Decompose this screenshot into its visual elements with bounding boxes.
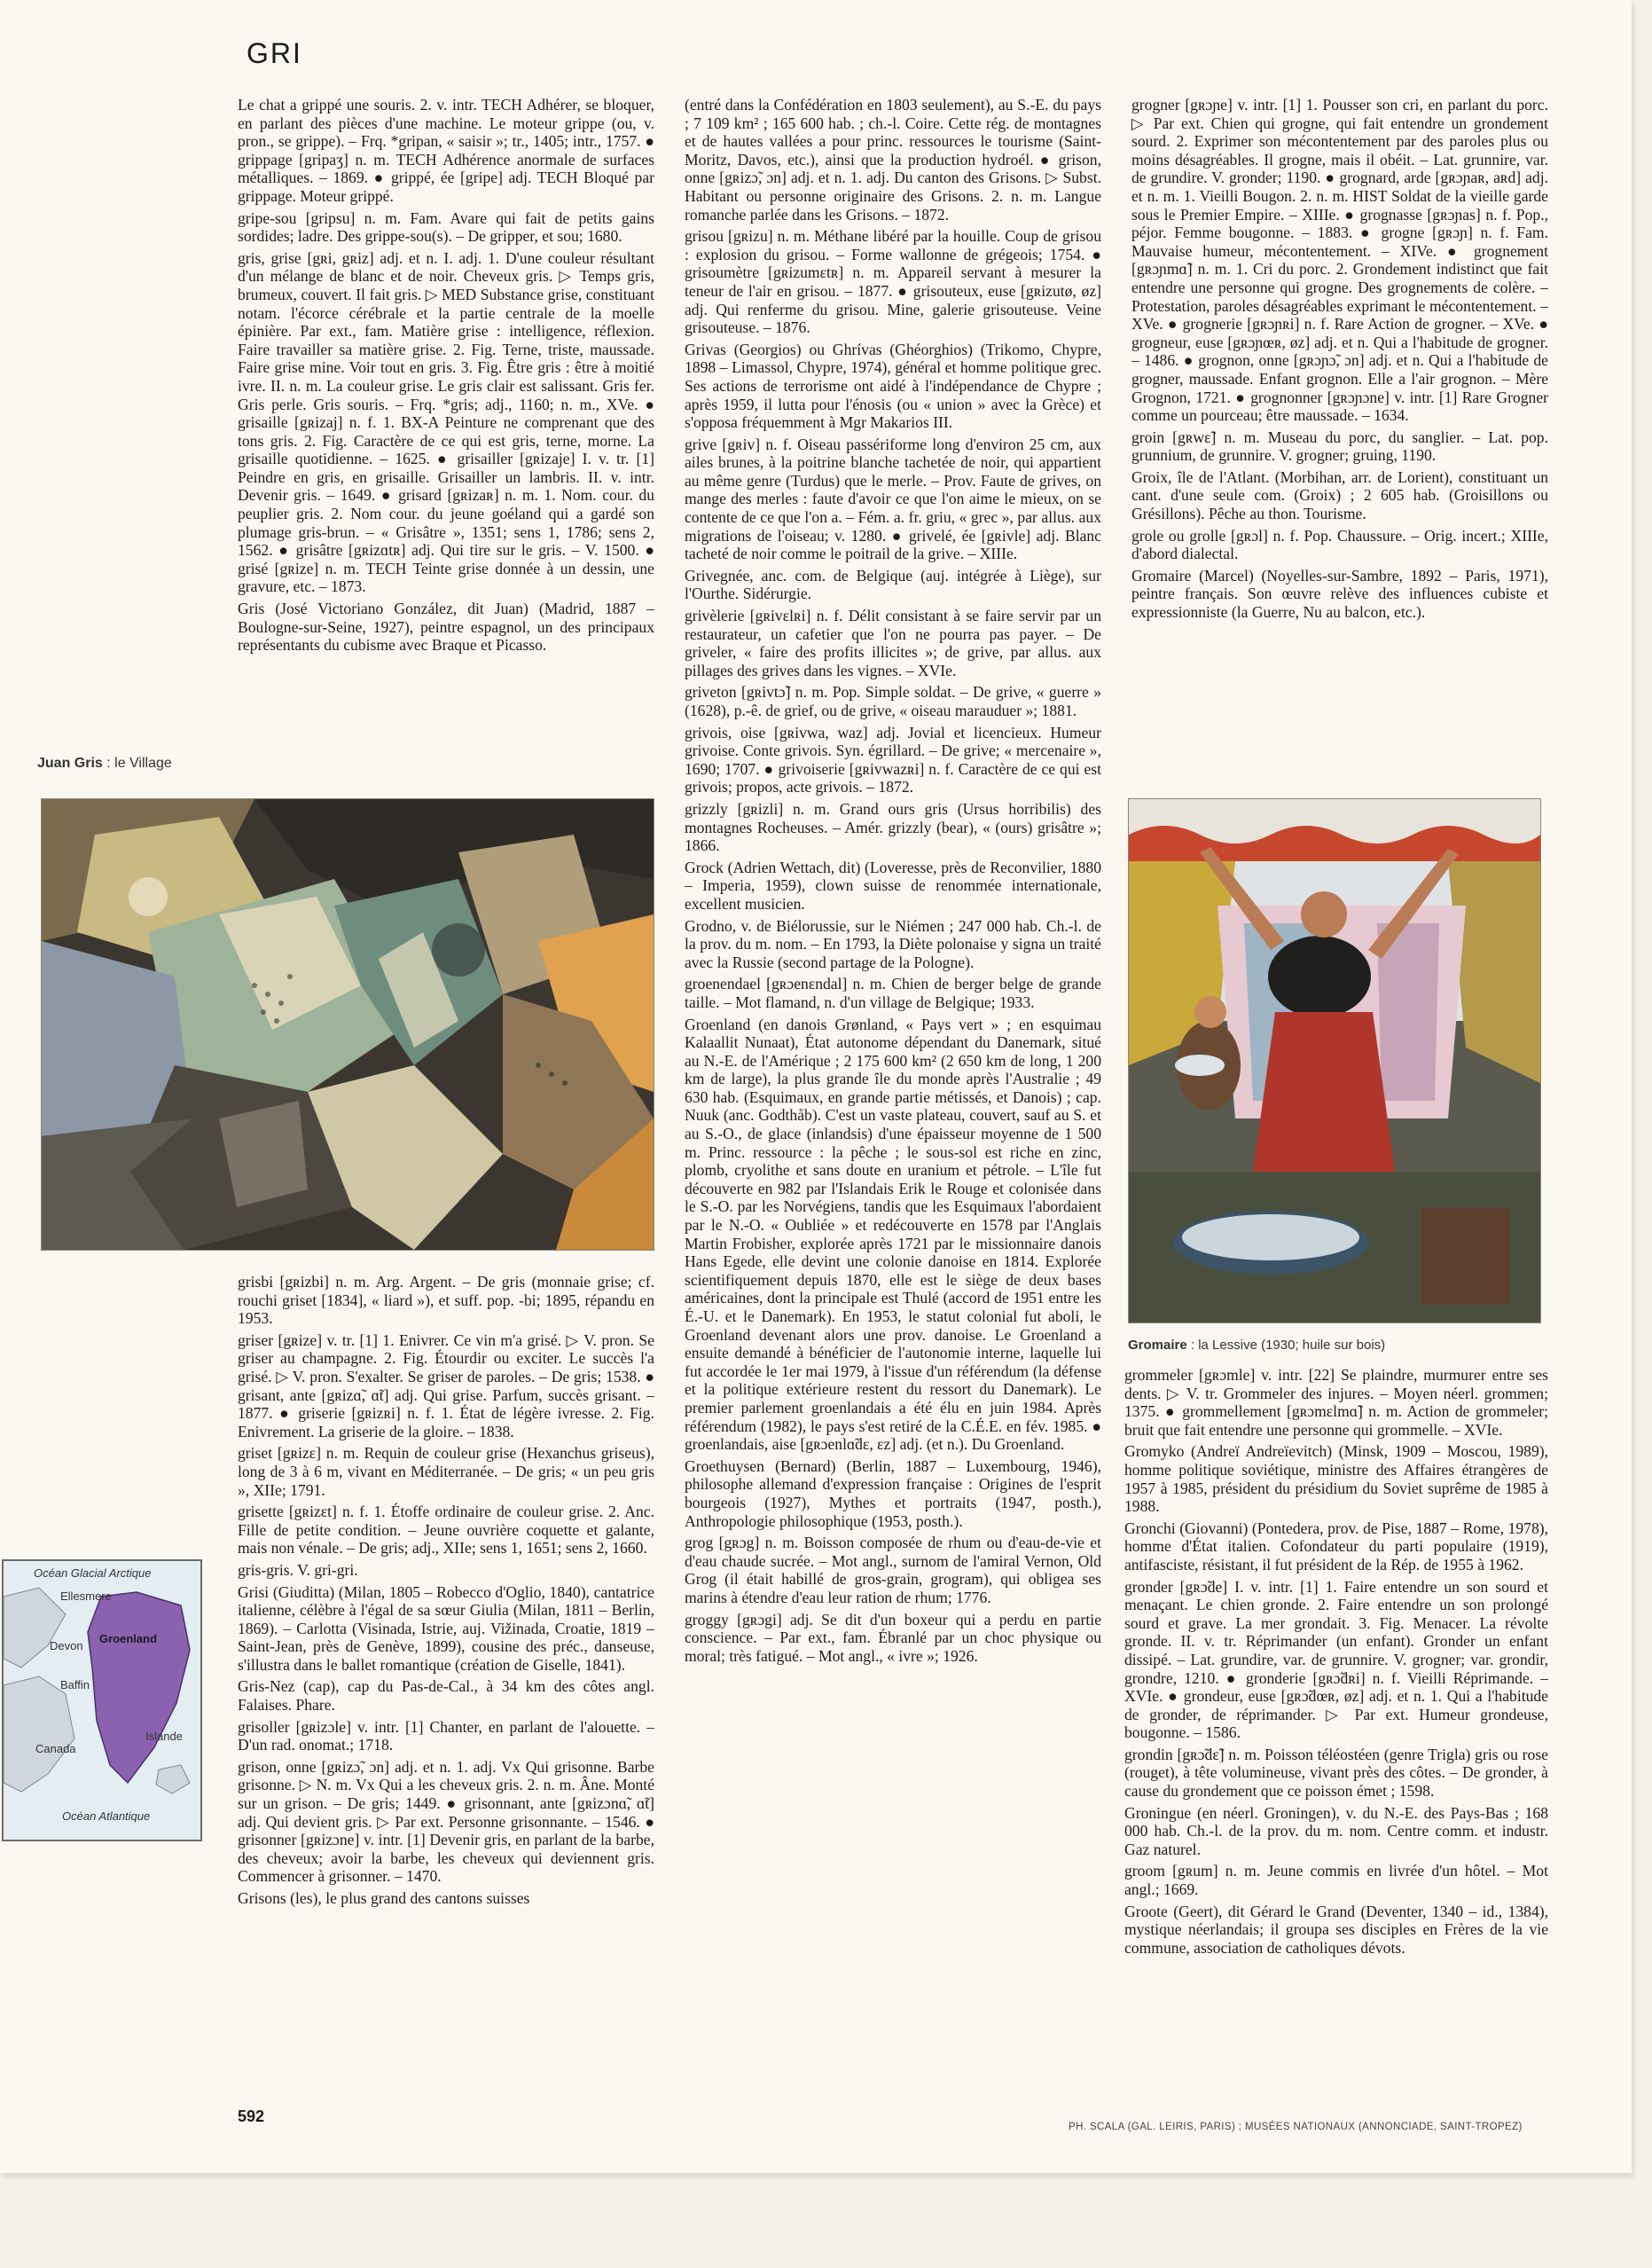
entry-grole: grole ou grolle [gʀɔl] n. f. Pop. Chaussure. – Orig. incert.; XIIIe, d'abord dialectal. bbox=[1131, 526, 1548, 563]
page-number: 592 bbox=[238, 2107, 265, 2125]
entry-griset: griset [gʀizɛ] n. m. Requin de couleur grise (Hexanchus griseus), long de 3 à 6 m, vivant en Méditerranée. – De gris; « un peu gris », XIIe; 1791. bbox=[238, 1444, 654, 1499]
map-label-devon: Devon bbox=[50, 1639, 83, 1652]
entry-gronchi: Gronchi (Giovanni) (Pontedera, prov. de Pise, 1887 – Rome, 1978), homme d'État italien. Cofondateur du parti populaire (1919), antifasciste, résistant, il fut président de la Rép. de 1955 à 1962. bbox=[1124, 1519, 1548, 1573]
entry-gris-juan: Gris (José Victoriano González, dit Juan) (Madrid, 1887 – Boulogne-sur-Seine, 1927), peintre espagnol, un des principaux représentants du cubisme avec Braque et Picasso. bbox=[238, 600, 654, 655]
entry-grisbi: grisbi [gʀizbi] n. m. Arg. Argent. – De gris (monnaie grise; cf. rouchi griset [1834], « liard »), et suff. pop. -bi; 1895, répandu en 1953. bbox=[238, 1273, 654, 1328]
entry-griser: griser [gʀize] v. tr. [1] 1. Enivrer. Ce vin m'a grisé. ▷ V. pron. Se griser au champagne. 2. Fig. Étourdir ou exciter. Le succès l'a grisé. ▷ V. pron. S'exalter. Se griser de paroles. – De gris; 1538. ● grisant, ante [gʀizɑ̃, ɑ̃t] adj. Qui grise. Parfum, succès grisant. – 1877. ● griserie [gʀizʀi] n. f. 1. État de légère ivresse. 2. Fig. Enivrement. La griserie de la gloire. – 1838. bbox=[238, 1330, 654, 1440]
gromaire-painting-caption-title: : la Lessive (1930; huile sur bois) bbox=[1186, 1338, 1386, 1353]
entry-gris-gris: gris-gris. V. gri-gri. bbox=[238, 1560, 358, 1579]
entry-grogner: grogner [gʀɔɲe] v. intr. [1] 1. Pousser son cri, en parlant du porc. ▷ Par ext. Chien qui grogne, qui fait entendre un grondement sourd. 2. Exprimer son mécontentement par des paroles plus ou moins désagréables. Il grogne, mais il obéit. – Lat. grunnire, var. de grundire. V. gronder; 1190. ● grognard, arde [gʀɔɲaʀ, aʀd] adj. et n. m. 1. Vieilli Bougon. 2. n. m. HIST Soldat de la vieille garde sous le Premier Empire. – XIIIe. ● grognasse [gʀɔɲas] n. f. Pop., péjor. Femme bougonne. – 1883. ● grogne [gʀɔɲ] n. f. Fam. Mauvaise humeur, mécontentement. – XIVe. ● grognement [gʀɔɲmɑ̃] n. m. 1. Cri du porc. 2. Grondement indistinct que fait entendre une personne qui grogne. Des grognements de colère. – Protestation, paroles désagréables exprimant le mécontentement. – XVe. ● grognerie [gʀɔɲʀi] n. f. Rare Action de grogner. – XVe. ● grogneur, euse [gʀɔɲœʀ, øz] adj. et n. Qui a l'habitude de grogner. – 1486. ● grognon, onne [gʀɔɲɔ̃, ɔn] adj. et n. Qui a l'habitude de grogner, maussade. Enfant grognon. Elle a l'air grognon. – Mère Grognon, 1721. ● grognonner [gʀɔɲɔne] v. intr. [1] Rare Grogner comme un pourceau; être maussade. – 1634. bbox=[1131, 96, 1548, 425]
entry-griveton: griveton [gʀivtɔ̃] n. m. Pop. Simple soldat. – De grive, « guerre » (1628), p.-ê. de grief, ou de grive, « oiseau marauduer »; 1881. bbox=[685, 683, 1101, 719]
entry-gromaire: Gromaire (Marcel) (Noyelles-sur-Sambre, 1892 – Paris, 1971), peintre français. Son œuvre relève des influences cubiste et expressionniste (la Guerre, Nu au balcon, etc.). bbox=[1131, 566, 1548, 622]
entry-groenendael: groenendael [gʀɔenɛndal] n. m. Chien de berger belge de grande taille. – Mot flamand, n. d'un village de Belgique; 1933. bbox=[685, 975, 1101, 1011]
map-label-islande: Islande bbox=[145, 1730, 183, 1743]
entry-grock: Grock (Adrien Wettach, dit) (Loveresse, près de Reconvilier, 1880 – Imperia, 1959), clown suisse de renommée internationale, excellent musicien. bbox=[685, 858, 1101, 913]
entry-groom: groom [gʀum] n. m. Jeune commis en livrée d'un hôtel. – Mot angl.; 1669. bbox=[1124, 1862, 1548, 1899]
gromaire-lessive-image bbox=[1129, 799, 1540, 1322]
column-2 bbox=[685, 96, 1101, 2091]
page-header-title: GRI bbox=[247, 37, 302, 69]
entry-groningue: Groningue (en néerl. Groningen), v. du N.-E. des Pays-Bas ; 168 000 hab. Ch.-l. de la prov. du m. nom. Centre comm. et industr. Gaz naturel. bbox=[1124, 1803, 1548, 1858]
gris-painting-caption-artist: Juan Gris bbox=[37, 756, 103, 771]
column-3-bottom bbox=[1124, 1366, 1548, 2091]
entry-grippe-sou: gripe-sou [gripsu] n. m. Fam. Avare qui fait de petits gains sordides; ladre. Des grippe-sou(s). – De gripper, et sou; 1680. bbox=[238, 208, 654, 246]
entry-groin: groin [gʀwɛ̃] n. m. Museau du porc, du sanglier. – Lat. pop. grunnium, de grunnire. V. grogner; gruing, 1190. bbox=[1131, 428, 1548, 465]
entry-grizzly: grizzly [gʀizli] n. m. Grand ours gris (Ursus horribilis) des montagnes Rocheuses. – Amér. grizzly (bear), « (ours) grisâtre »; 1866. bbox=[685, 799, 1101, 855]
entry-grisons: Grisons (les), le plus grand des cantons suisses bbox=[238, 1889, 530, 1907]
entry-grivegnee: Grivegnée, anc. com. de Belgique (auj. intégrée à Liège), sur l'Ourthe. Sidérurgie. bbox=[685, 566, 1101, 603]
entry-groenland: Groenland (en danois Grønland, « Pays vert » ; en esquimau Kalaallit Nunaat), État autonome dépendant du Danemark, situé au N.-E. de l'Amérique ; 2 175 600 km² (2 650 km de long, 1 200 km de large), la plus grande île du monde après l'Australie ; 49 630 hab. (Esquimaux, en grande partie métissés, et Danois) ; cap. Nuuk (anc. Godthåb). C'est un vaste plateau, couvert, sauf au S. et au S.-O., de glace (inlandsis) d'une épaisseur moyenne de 1 500 m. Princ. ressource : la pêche ; le sous-sol est riche en zinc, plomb, cryolithe et sans doute en uranium et pétrole. – L'île fut découverte en 982 par l'Islandais Erik le Rouge et colonisée dans le S.-O. par les Norvégiens, tandis que les Esquimaux l'abordaient par le N.-O. « Oubliée » et redécouverte en 1578 par l'Anglais Martin Frobisher, explorée après 1721 par le missionnaire danois Hans Egede, elle devint une colonie danoise en 1814. Explorée scientifiquement depuis 1870, elle est le siège de deux bases américaines, dont la principale est Thulé (accord de 1951 entre les É.-U. et le Danemark). En 1953, le statut colonial fut aboli, le Groenland devenant alors une prov. danoise. Le Groenland a ensuite demandé à bénéficier de l'autonomie interne, laquelle lui fut accordée le 1er mai 1979, à l'issue d'un référendum (la défense et la politique extérieure restent du ressort du Danemark). Le premier parlement groenlandais a été élu en juin 1984. Après référendum (1982), le pays s'est retiré de la C.É.E. en fév. 1985. ● groenlandais, aise [gʀɔenlɑ̃dɛ, ɛz] adj. (et n.). Du Groenland. bbox=[685, 1015, 1101, 1454]
entry-grivas: Grivas (Georgios) ou Ghrívas (Ghéorghios) (Trikomo, Chypre, 1898 – Limassol, Chypre, 1974), général et homme politique grec. Ses actions de terrorisme ont aidé à l'indépendance de Chypre ; après 1959, il lutta pour l'énosis (ou « union » avec la Grèce) et s'opposa fréquemment à Mgr Makarios III. bbox=[685, 340, 1101, 432]
entry-gris: gris, grise [gʀi, gʀiz] adj. et n. I. adj. 1. D'une couleur résultant d'un mélange de blanc et de noir. Cheveux gris. ▷ Temps gris, brumeux, couvert. Il fait gris. ▷ MED Substance grise, constituant notam. l'écorce cérébrale et la partie centrale de la moelle épinière. Par ext., fam. Matière grise : intelligence, réflexion. Faire travailler sa matière grise. 2. Fig. Terne, triste, maussade. Faire grise mine. Voir tout en gris. 3. Fig. Être gris : être à moitié ivre. II. n. m. La couleur grise. Le gris clair est salissant. Gris fer. Gris perle. Gris souris. – Frq. *gris; adj., 1160; n. m., XVe. ● grisaille [gʀizaj] n. f. 1. BX-A Peinture ne comprenant que des tons gris. 2. Fig. Caractère de ce qui est gris, terne, morne. La grisaille quotidienne. – 1625. ● grisailler [gʀizaje] I. v. tr. [1] Peindre en gris, en grisaille. Grisailler un lambris. II. v. intr. Devenir gris. – 1649. ● grisard [gʀizaʀ] n. m. 1. Nom. cour. du peuplier gris. 2. Nom cour. du jeune goéland qui a gardé son plumage gris-brun. – « Grisâtre », 1351; sens 1, 1786; sens 2, 1562. ● grisâtre [gʀizɑtʀ] adj. Qui tire sur le gris. – V. 1500. ● grisé [gʀize] n. m. TECH Teinte grise donnée à un dessin, une gravure, etc. – 1873. bbox=[238, 248, 654, 596]
juan-gris-village-image bbox=[42, 799, 654, 1250]
column-1-bottom bbox=[238, 1273, 654, 2091]
gromaire-painting-caption-artist: Gromaire bbox=[1128, 1338, 1187, 1353]
map-label-groenland: Groenland bbox=[99, 1632, 158, 1645]
entry-grivois: grivois, oise [gʀivwa, waz] adj. Jovial et licencieux. Humeur grivoise. Conte grivois. Syn. égrillard. – De grive; « mercenaire », 1690; 1707. ● grivoiserie [gʀivwazʀi] n. f. Caractère de ce qui est grivois; propos, acte grivois. – 1872. bbox=[685, 723, 1101, 797]
gromaire-painting-caption bbox=[1128, 1338, 1385, 1353]
entry-grondin: grondin [gʀɔ̃dɛ̃] n. m. Poisson téléostéen (genre Trigla) gris ou rose (rouget), à tête volumineuse, vivant près des côtes. – De gronder, à cause du grondement que ce poisson émet ; 1598. bbox=[1124, 1745, 1548, 1801]
entry-grisi: Grisi (Giuditta) (Milan, 1805 – Robecco d'Oglio, 1840), cantatrice italienne, célèbre à l'égal de sa sœur Giulia (Milan, 1811 – Berlin, 1869). – Carlotta (Visinada, Istrie, auj. Vižinada, Croatie, 1819 – Saint-Jean, près de Genève, 1899), cousine des préc., danseuse, s'illustra dans le ballet romantique (création de Giselle, 1841). bbox=[238, 1582, 654, 1674]
entry-groggy: groggy [gʀɔgi] adj. Se dit d'un boxeur qui a perdu en partie conscience. – Par ext., fam. Ébranlé par un choc physique ou moral; très fatigué. – Mot angl., « ivre »; 1926. bbox=[685, 1610, 1101, 1665]
map-label-atlantic: Océan Atlantique bbox=[62, 1809, 151, 1823]
greenland-map bbox=[2, 1559, 202, 1841]
juan-gris-painting bbox=[41, 798, 654, 1251]
entry-grog: grog [gʀɔg] n. m. Boisson composée de rhum ou d'eau-de-vie et d'eau chaude sucrée. – Mot angl., surnom de l'amiral Vernon, Old Grog (il était habillé de gros-grain, grogram), qui obligea ses marins à étendre d'eau leur ration de rhum; 1776. bbox=[685, 1534, 1101, 1606]
gris-painting-caption bbox=[37, 756, 172, 772]
entry-grisoller: grisoller [gʀizɔle] v. intr. [1] Chanter, en parlant de l'alouette. – D'un rad. onomat.; 1718. bbox=[238, 1717, 654, 1754]
entry-gromyko: Gromyko (Andreï Andreïevitch) (Minsk, 1909 – Moscou, 1989), homme politique soviétique, ministre des Affaires étrangères de 1957 à 1985, président du présidium du Soviet suprême de 1985 à 1988. bbox=[1124, 1442, 1548, 1516]
entry-groix: Groix, île de l'Atlant. (Morbihan, arr. de Lorient), constituant un cant. d'une seule com. (Groix) ; 2 605 hab. (Groisillons ou Grésillons). Pêche au thon. Tourisme. bbox=[1131, 467, 1548, 523]
entry-gris-nez: Gris-Nez (cap), cap du Pas-de-Cal., à 34 km des côtes angl. Falaises. Phare. bbox=[238, 1677, 654, 1715]
entry-grisons-continued: (entré dans la Confédération en 1803 seulement), au S.-E. du pays ; 7 109 km² ; 165 600 hab. ; ch.-l. Coire. Cette rég. de montagnes et de hautes vallées a pour princ. ressources le tourisme (Saint-Moritz, Davos, etc.), ainsi que la production hydroél. ● grison, onne [gʀizɔ̃, ɔn] adj. et n. 1. adj. Du canton des Grisons. ▷ Subst. Habitant ou personne originaire des Grisons. 2. n. m. Langue romanche parlée dans les Grisons. – 1872. bbox=[685, 96, 1101, 224]
entry-grodno: Grodno, v. de Biélorussie, sur le Niémen ; 247 000 hab. Ch.-l. de la prov. du m. nom. – En 1793, la Diète polonaise y signa un traité avec la Russie (second partage de la Pologne). bbox=[685, 916, 1101, 971]
map-label-canada: Canada bbox=[35, 1742, 76, 1755]
map-label-ellesmere: Ellesmere bbox=[60, 1589, 112, 1603]
map-label-arctic: Océan Glacial Arctique bbox=[34, 1566, 152, 1580]
gromaire-painting bbox=[1128, 798, 1541, 1323]
entry-grommeler: grommeler [gʀɔmle] v. intr. [22] Se plaindre, murmurer entre ses dents. ▷ V. tr. Grommeler des injures. – Moyen néerl. grommen; 1375. ● grommellement [gʀɔmɛlmɑ̃] n. m. Action de grommeler; bruit que fait entendre une personne qui grommelle. – XVIe. bbox=[1124, 1366, 1548, 1439]
photo-credit: PH. SCALA (GAL. LEIRIS, PARIS) ; MUSÉES NATIONAUX (ANNONCIADE, SAINT-TROPEZ) bbox=[1069, 2122, 1523, 2132]
column-3-top bbox=[1131, 96, 1548, 783]
entry-groethuysen: Groethuysen (Bernard) (Berlin, 1887 – Luxembourg, 1946), philosophe allemand d'expression française : Origines de l'esprit bourgeois (1927), Mythes et portraits (1947, posth.), Anthropologie philosophique (1953, posth.). bbox=[685, 1456, 1101, 1530]
entry-gronder: gronder [gʀɔ̃de] I. v. intr. [1] 1. Faire entendre un son sourd et menaçant. Le chien gronde. 2. Faire entendre un son prolongé sourd et grave. La mer grondait. 3. Fig. Menacer. La révolte gronde. II. v. tr. Réprimander (un enfant). Gronder un enfant dissipé. – Lat. grundire, var. de grunnire. V. grogner; var. grondir, grondre, 1210. ● gronderie [gʀɔ̃dʀi] n. f. Vieilli Réprimande. – XVIe. ● grondeur, euse [gʀɔ̃dœʀ, øz] adj. et n. 1. Qui a l'habitude de gronder, de réprimander. ▷ Par ext. Humeur grondeuse, bougonne. – 1586. bbox=[1124, 1577, 1548, 1742]
entry-groote: Groote (Geert), dit Gérard le Grand (Deventer, 1340 – id., 1384), mystique néerlandais; il groupa ses disciples en Frères de la vie commune, association de catholiques dévots. bbox=[1124, 1902, 1548, 1957]
entry-grive: grive [gʀiv] n. f. Oiseau passériforme long d'environ 25 cm, aux ailes brunes, à la poitrine blanche tachetée de noir, qui appartient au même genre (Turdus) que le merle. – Prov. Faute de grives, on mange des merles : faute d'avoir ce que l'on aime le mieux, on se contente de ce que l'on a. – Fém. a. fr. griu, « grec », par allus. aux migrations de l'oiseau; v. 1280. ● grivelé, ée [gʀivle] adj. Blanc tacheté de noir comme le poitrail de la grive. – XIIIe. bbox=[685, 435, 1101, 563]
gris-painting-caption-title: : le Village bbox=[102, 756, 172, 771]
entry-grison: grison, onne [gʀizɔ̃, ɔn] adj. et n. 1. adj. Vx Qui grisonne. Barbe grisonne. ▷ N. m. Vx Qui a les cheveux gris. 2. n. m. Âne. Monté sur un grison. – De gris; 1449. ● grisonnant, ante [gʀizɔnɑ̃, ɑ̃t] adj. Qui devient gris. ▷ Par ext. Personne grisonnante. – 1546. ● grisonner [gʀizɔne] v. intr. [1] Devenir gris, en parlant de la barbe, des cheveux; avoir la barbe, les cheveux qui deviennent gris. Commencer à grisonner. – 1470. bbox=[238, 1757, 654, 1886]
entry-grisou: grisou [gʀizu] n. m. Méthane libéré par la houille. Coup de grisou : explosion du grisou. – Forme wallonne de grégeois; 1754. ● grisoumètre [gʀizumɛtʀ] n. m. Appareil servant à mesurer la teneur de l'air en grisou. – 1877. ● grisouteux, euse [gʀizutø, øz] adj. Qui renferme du grisou. Mine, galerie grisouteuse. Veine grisouteuse. – 1876. bbox=[685, 227, 1101, 337]
entry-grivelerie: grivèlerie [gʀivɛlʀi] n. f. Délit consistant à se faire servir par un restaurateur, un cafetier que l'on ne pourra pas payer. – De griveler, « faire des profits illicites »; de grive, par allus. aux pillages des grives dans les vignes. – XVIe. bbox=[685, 607, 1101, 679]
entry-gripper: Le chat a grippé une souris. 2. v. intr. TECH Adhérer, se bloquer, en parlant des pièces d'une machine. Le moteur grippe (ou, v. pron., se grippe). – Frq. *gripan, « saisir »; tr., 1405; intr., 1757. ● grippage [gripaʒ] n. m. TECH Adhérence anormale de surfaces métalliques. – 1869. ● grippé, ée [gripe] adj. TECH Bloqué par grippage. Moteur grippé. bbox=[238, 96, 654, 205]
column-1-top bbox=[238, 96, 654, 777]
greenland-map-drawing bbox=[4, 1561, 200, 1840]
map-label-baffin: Baffin bbox=[60, 1678, 90, 1691]
entry-grisette: grisette [gʀizɛt] n. f. 1. Étoffe ordinaire de couleur grise. 2. Anc. Fille de petite condition. – Jeune ouvrière coquette et galante, mais non vénale. – De gris; adj., XIIe; sens 1, 1651; sens 2, 1660. bbox=[238, 1503, 654, 1558]
